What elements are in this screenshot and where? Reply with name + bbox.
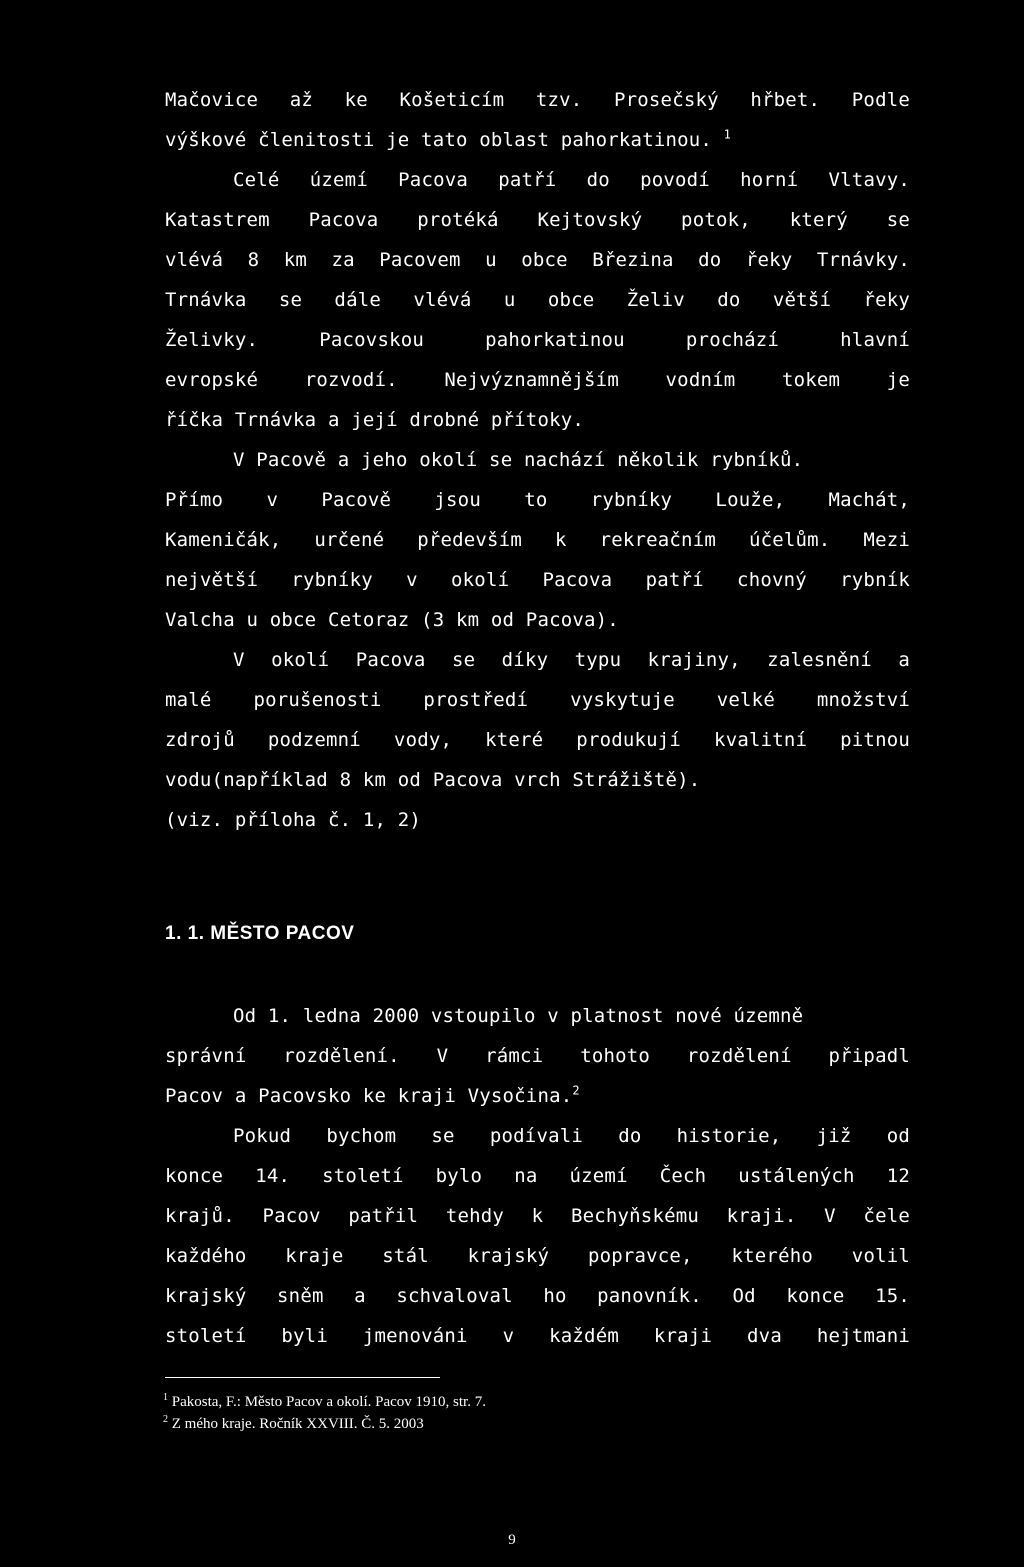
footnote-ref: 2 xyxy=(572,1083,580,1098)
text-line: krajský sněm a schvaloval ho panovník. Od konce 15. xyxy=(165,1285,910,1307)
footnote-ref: 1 xyxy=(723,127,732,142)
text-line: Pokud bychom se podívali do historie, již od xyxy=(233,1125,910,1147)
footnote-separator xyxy=(165,1377,440,1378)
text-line: největší rybníky v okolí Pacova patří chovný rybník xyxy=(165,569,910,591)
text-line: evropské rozvodí. Nejvýznamnějším vodním tokem je xyxy=(165,369,910,391)
text-line: Katastrem Pacova protéká Kejtovský potok, který se xyxy=(165,209,910,231)
text-line: správní rozdělení. V rámci tohoto rozdělení připadl xyxy=(165,1045,910,1067)
text-line: Pacov a Pacovsko ke kraji Vysočina.$^2$ xyxy=(165,1083,580,1107)
footnote: $^1$ Pakosta, F.: Město Pacov a okolí. Pacov 1910, str. 7. xyxy=(163,1392,486,1410)
text-line: každého kraje stál krajský popravce, kterého volil xyxy=(165,1245,910,1267)
text-line: krajů. Pacov patřil tehdy k Bechyňskému kraji. V čele xyxy=(165,1205,910,1227)
text-line: Želivky. Pacovskou pahorkatinou prochází hlavní xyxy=(165,329,910,351)
text-line: Kameničák, určené především k rekreačním účelům. Mezi xyxy=(165,529,910,551)
text-line: zdrojů podzemní vody, které produkují kvalitní pitnou xyxy=(165,729,910,751)
text-line: Od 1. ledna 2000 vstoupilo v platnost nové územně xyxy=(233,1005,804,1027)
text-line: V Pacově a jeho okolí se nachází několik rybníků. xyxy=(233,449,804,471)
text-line: (viz. příloha č. 1, 2) xyxy=(165,809,422,831)
text-line: Trnávka se dále vlévá u obce Želiv do větší řeky xyxy=(165,289,910,311)
text-line: Přímo v Pacově jsou to rybníky Louže, Machát, xyxy=(165,489,910,511)
page-number: 9 xyxy=(508,1532,516,1548)
text-line: vodu(například 8 km od Pacova vrch Strážiště). xyxy=(165,769,701,791)
text-line: Mačovice až ke Košeticím tzv. Prosečský hřbet. Podle xyxy=(165,89,910,111)
text-line: Celé území Pacova patří do povodí horní Vltavy. xyxy=(233,169,910,191)
text-line: V okolí Pacova se díky typu krajiny, zalesnění a xyxy=(233,649,910,671)
section-heading: 1. 1. MĚSTO PACOV xyxy=(165,923,355,944)
text-line: konce 14. století bylo na území Čech ustálených 12 xyxy=(165,1165,910,1187)
text-line: výškové členitosti je tato oblast pahorkatinou. $^1$ xyxy=(165,127,732,151)
text-line: říčka Trnávka a její drobné přítoky. xyxy=(165,409,585,431)
text-line: vlévá 8 km za Pacovem u obce Březina do řeky Trnávky. xyxy=(165,249,910,271)
footnote: $^2$ Z mého kraje. Ročník XXVIII. Č. 5. 2003 xyxy=(163,1414,424,1432)
text-line: malé porušenosti prostředí vyskytuje velké množství xyxy=(165,689,910,711)
text-line: Valcha u obce Cetoraz (3 km od Pacova). xyxy=(165,609,619,631)
text-line: století byli jmenováni v každém kraji dva hejtmani xyxy=(165,1325,910,1347)
